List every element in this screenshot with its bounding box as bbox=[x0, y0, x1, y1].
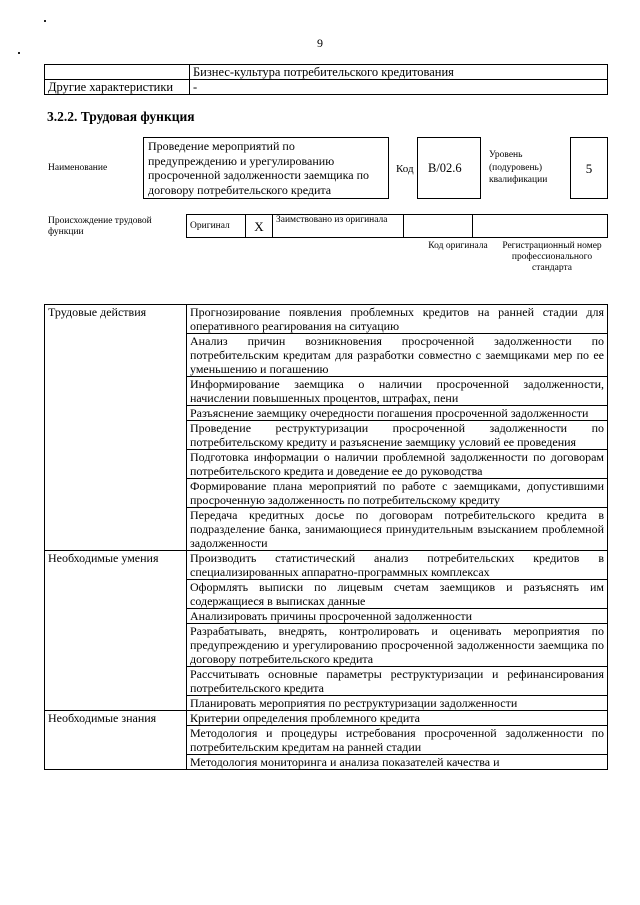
table-cell: Формирование плана мероприятий по работе с заемщиками, допустившими просроченную задолженность по потребительскому кредиту bbox=[187, 479, 608, 508]
level-value: 5 bbox=[585, 161, 593, 176]
function-details-table bbox=[44, 304, 608, 770]
code-box bbox=[417, 137, 481, 199]
table-cell-label: Другие характеристики bbox=[45, 80, 190, 95]
original-code-cell bbox=[404, 215, 473, 238]
original-mark: X bbox=[246, 215, 273, 238]
table-cell: Прогнозирование появления проблемных кредитов на ранней стадии для оперативного реагирования на ситуацию bbox=[187, 305, 608, 334]
original-label: Оригинал bbox=[187, 215, 246, 238]
borrowed-label: Заимствовано из оригинала bbox=[273, 215, 404, 238]
table-cell: Производить статистический анализ потребительских кредитов в специализированных аппаратно-программных комплексах bbox=[187, 551, 608, 580]
reg-caption: Регистрационный номер профессионального стандарта bbox=[502, 241, 602, 273]
level-label: Уровень (подуровень) квалификации bbox=[489, 150, 548, 185]
section-label: Необходимые умения bbox=[45, 551, 187, 711]
table-cell: Анализ причин возникновения просроченной задолженности по потребительским кредитам для разработки совместно с заемщиками мер по ее уменьшению и погашению bbox=[187, 334, 608, 377]
table-cell: Методология мониторинга и анализа показателей качества и bbox=[187, 755, 608, 770]
table-row bbox=[45, 65, 608, 80]
table-row bbox=[187, 215, 608, 238]
table-cell-value: - bbox=[190, 80, 608, 95]
code-caption: Код оригинала bbox=[428, 241, 488, 251]
reg-number-cell bbox=[473, 215, 608, 238]
section-heading: 3.2.2. Трудовая функция bbox=[47, 109, 195, 124]
section-label: Необходимые знания bbox=[45, 711, 187, 770]
table-cell-label bbox=[45, 65, 190, 80]
section-label: Трудовые действия bbox=[45, 305, 187, 551]
characteristics-table bbox=[44, 64, 608, 95]
table-cell: Разъяснение заемщику очередности погашения просроченной задолженности bbox=[187, 406, 608, 421]
page-number: 9 bbox=[317, 36, 323, 50]
table-cell: Проведение реструктуризации просроченной задолженности по потребительскому кредиту и разъяснение заемщику условий ее проведения bbox=[187, 421, 608, 450]
table-cell: Методология и процедуры истребования просроченной задолженности по потребительским кредитам на ранней стадии bbox=[187, 726, 608, 755]
table-cell: Информирование заемщика о наличии просроченной задолженности, начислении повышенных процентов, штрафах, пени bbox=[187, 377, 608, 406]
table-row bbox=[45, 551, 608, 580]
table-cell: Разрабатывать, внедрять, контролировать и оценивать мероприятия по предупреждению и урегулированию просроченной задолженности заемщика по договору потребительского кредита bbox=[187, 624, 608, 667]
level-box bbox=[570, 137, 608, 199]
table-row bbox=[45, 305, 608, 334]
function-name-box bbox=[143, 137, 389, 199]
table-cell: Передача кредитных досье по договорам потребительского кредита в подразделение банка, занимающиеся принудительным взысканием проблемной задолженности bbox=[187, 508, 608, 551]
code-value: В/02.6 bbox=[428, 161, 462, 175]
function-name-text: Проведение мероприятий по предупреждению и урегулированию просроченной задолженности заемщика по договору потребительского кредита bbox=[148, 139, 370, 197]
scan-speck bbox=[44, 20, 46, 22]
table-cell: Подготовка информации о наличии проблемной задолженности по договорам потребительского кредита и доведение ее до руководства bbox=[187, 450, 608, 479]
table-row bbox=[45, 711, 608, 726]
table-cell: Анализировать причины просроченной задолженности bbox=[187, 609, 608, 624]
origin-table bbox=[186, 214, 608, 238]
table-cell: Оформлять выписки по лицевым счетам заемщиков и разъяснять им содержащиеся в выписках данные bbox=[187, 580, 608, 609]
code-label: Код bbox=[396, 163, 414, 175]
table-cell: Рассчитывать основные параметры реструктуризации и рефинансирования потребительского кредита bbox=[187, 667, 608, 696]
table-cell-value: Бизнес-культура потребительского кредитования bbox=[190, 65, 608, 80]
table-cell: Критерии определения проблемного кредита bbox=[187, 711, 608, 726]
origin-label: Происхождение трудовой функции bbox=[48, 216, 152, 237]
name-label: Наименование bbox=[48, 163, 108, 173]
table-cell: Планировать мероприятия по реструктуризации задолженности bbox=[187, 696, 608, 711]
table-row bbox=[45, 80, 608, 95]
scan-speck bbox=[18, 52, 20, 54]
